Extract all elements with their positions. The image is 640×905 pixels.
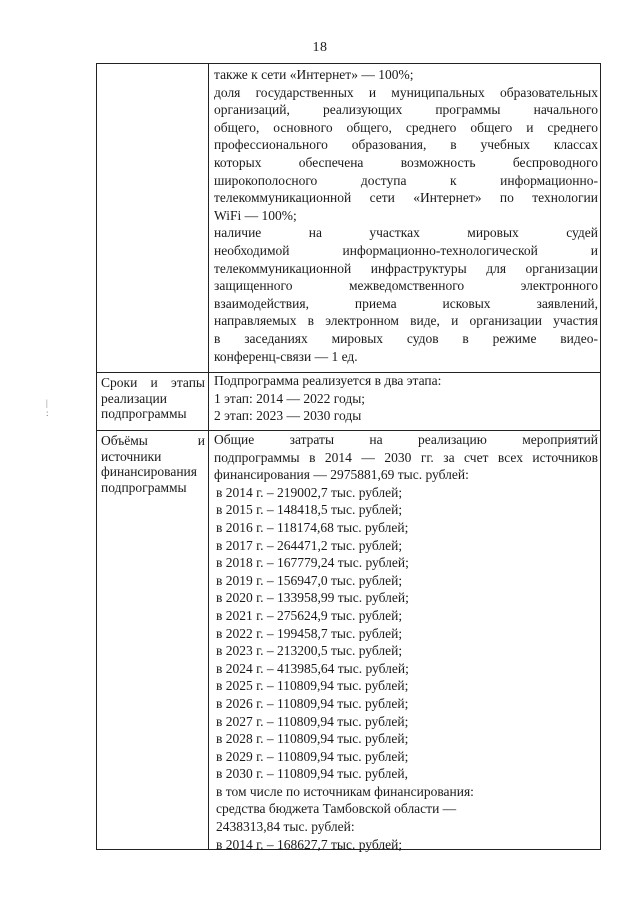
- text-line: в 2020 г. – 133958,99 тыс. рублей;: [216, 590, 409, 606]
- text-line: 1 этап: 2014 — 2022 годы;: [214, 390, 366, 406]
- text-line: Общие затраты на реализацию мероприятий: [214, 432, 598, 447]
- text-line: в 2015 г. – 148418,5 тыс. рублей;: [216, 502, 403, 518]
- text-line: в 2023 г. – 213200,5 тыс. рублей;: [216, 643, 403, 659]
- text-line: в том числе по источникам финансирования:: [216, 783, 474, 799]
- text-line: в 2026 г. – 110809,94 тыс. рублей;: [216, 695, 409, 711]
- text-line: телекоммуникационной сети «Интернет» по технологии: [214, 190, 598, 206]
- passport-table: [96, 63, 601, 850]
- text-line: в 2027 г. – 110809,94 тыс. рублей;: [216, 713, 409, 729]
- row3-right-cell: [214, 431, 598, 853]
- text-line: также к сети «Интернет» — 100%;: [214, 67, 414, 82]
- text-line: в 2024 г. – 413985,64 тыс. рублей;: [216, 660, 409, 676]
- text-line: в 2025 г. – 110809,94 тыс. рублей;: [216, 678, 409, 694]
- text-line: в 2017 г. – 264471,2 тыс. рублей;: [216, 537, 403, 553]
- text-line: подпрограммы: [101, 406, 187, 421]
- text-line: подпрограммы: [101, 479, 187, 495]
- text-line: которых обеспечена возможность беспроводного: [214, 154, 598, 170]
- text-line: WiFi — 100%;: [214, 207, 297, 223]
- text-line: в 2030 г. – 110809,94 тыс. рублей,: [216, 766, 408, 782]
- text-line: в 2028 г. – 110809,94 тыс. рублей;: [216, 731, 409, 747]
- text-line: направляемых в электронном виде, и организации участия: [214, 313, 598, 329]
- text-line: средства бюджета Тамбовской области —: [216, 801, 457, 817]
- text-line: доля государственных и муниципальных образовательных: [214, 84, 598, 100]
- text-line: в 2019 г. – 156947,0 тыс. рублей;: [216, 572, 403, 588]
- text-line: в 2029 г. – 110809,94 тыс. рублей;: [216, 748, 409, 764]
- text-line: в 2016 г. – 118174,68 тыс. рублей;: [216, 519, 409, 535]
- text-line: реализации: [101, 390, 167, 406]
- row1-right-cell: [214, 66, 598, 365]
- text-line: финансирования — 2975881,69 тыс. рублей:: [214, 467, 469, 483]
- text-line: 2438313,84 тыс. рублей:: [216, 819, 355, 835]
- text-line: в 2018 г. – 167779,24 тыс. рублей;: [216, 555, 409, 571]
- margin-scan-mark: | :: [46, 398, 49, 418]
- text-line: Подпрограмма реализуется в два этапа:: [214, 373, 442, 388]
- text-line: в заседаниях мировых судов в режиме видео-: [214, 330, 598, 346]
- text-line: конференц-связи — 1 ед.: [214, 348, 358, 364]
- column-divider: [208, 64, 209, 849]
- text-line: в 2014 г. – 168627,7 тыс. рублей;: [216, 836, 403, 852]
- text-line: в 2021 г. – 275624,9 тыс. рублей;: [216, 607, 403, 623]
- text-line: широкополосного доступа к информационно-: [214, 172, 598, 188]
- text-line: финансирования: [101, 464, 197, 479]
- text-line: Объёмы и: [101, 433, 205, 448]
- text-line: профессионального образования, в учебных классах: [214, 137, 598, 153]
- text-line: в 2014 г. – 219002,7 тыс. рублей;: [216, 484, 403, 500]
- text-line: телекоммуникационной инфраструктуры для организации: [214, 260, 598, 276]
- text-line: необходимой информационно-технологической и: [214, 242, 598, 258]
- row2-left-cell: [101, 375, 205, 422]
- text-line: наличие на участках мировых судей: [214, 225, 598, 241]
- text-line: организаций, реализующих программы начального: [214, 102, 598, 118]
- text-line: в 2022 г. – 199458,7 тыс. рублей;: [216, 625, 403, 641]
- page-number: 18: [312, 40, 328, 55]
- row2-right-cell: [214, 372, 598, 425]
- row3-left-cell: [101, 433, 205, 495]
- text-line: источники: [101, 448, 162, 464]
- text-line: Сроки и этапы: [101, 375, 205, 390]
- text-line: защищенного межведомственного электронного: [214, 278, 598, 294]
- text-line: взаимодействия, приема исковых заявлений,: [214, 295, 598, 311]
- text-line: подпрограммы в 2014 — 2030 гг. за счет всех источников: [214, 449, 598, 465]
- text-line: 2 этап: 2023 — 2030 годы: [214, 408, 362, 424]
- text-line: общего, основного общего, среднего общего и среднего: [214, 119, 598, 135]
